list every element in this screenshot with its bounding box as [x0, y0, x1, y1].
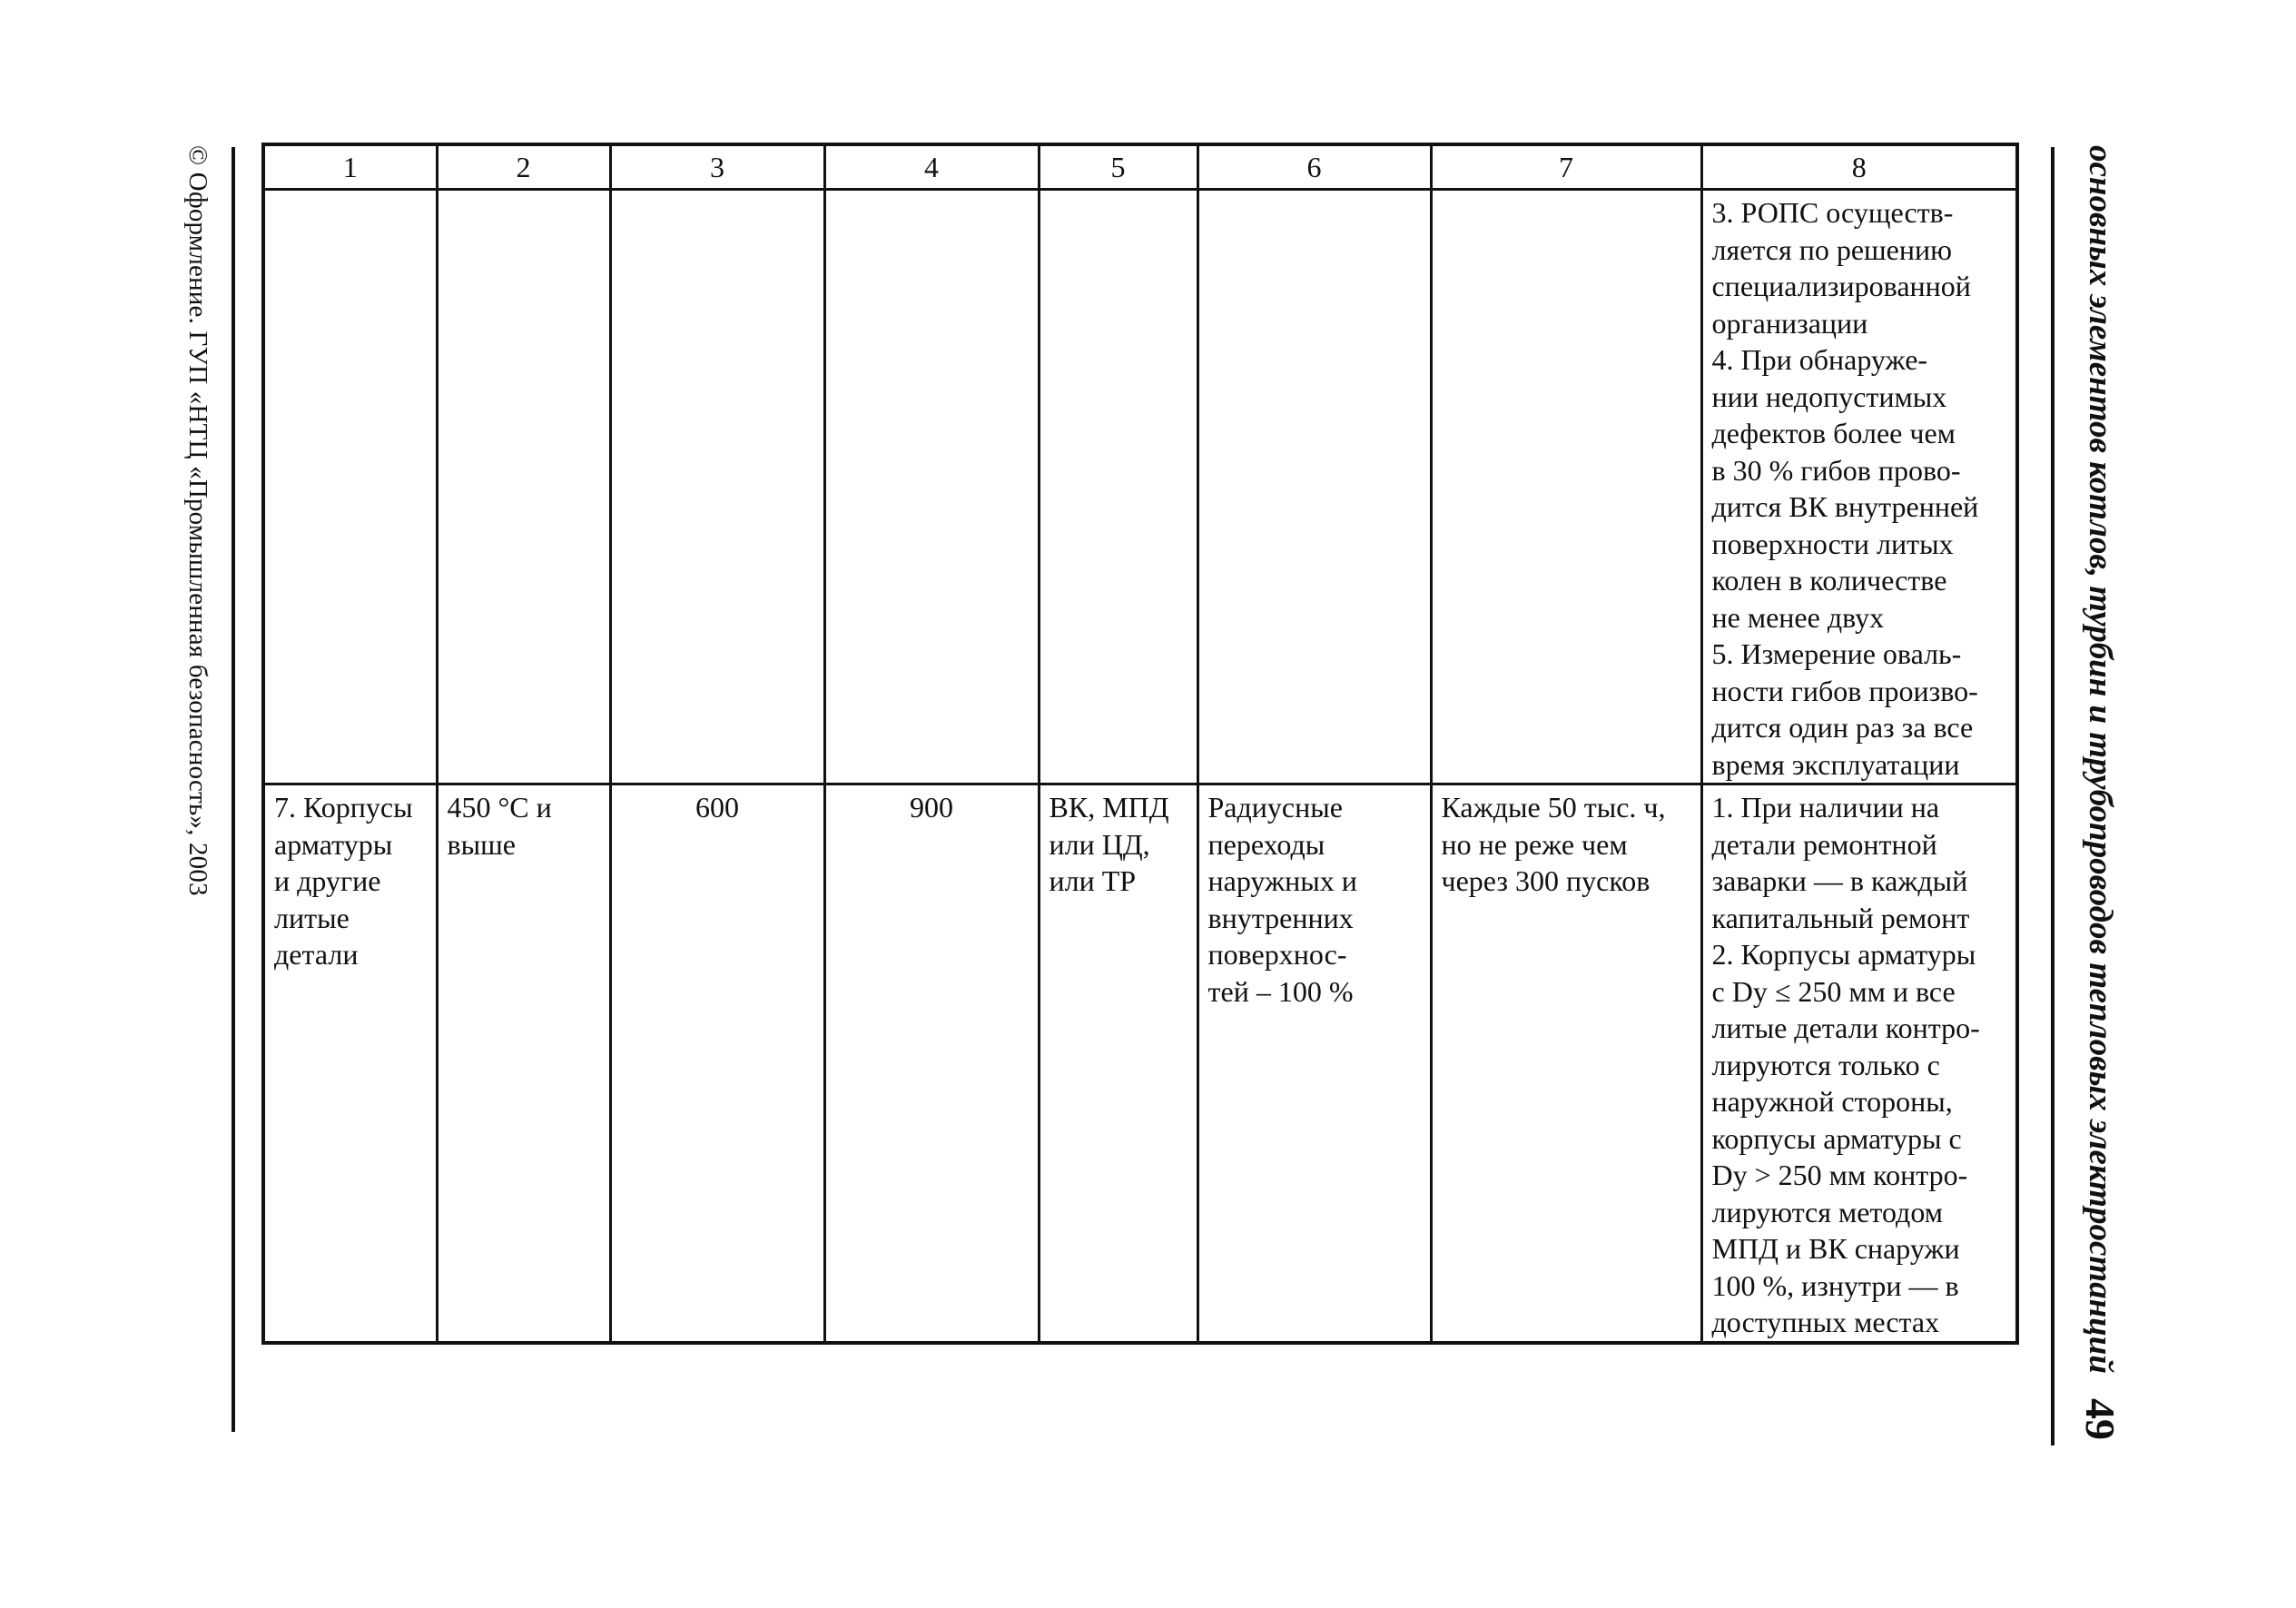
cell-line: 7. Корпусы [274, 791, 413, 824]
running-title: основных элементов котлов, турбин и трубопроводов тепловых электростанций [2082, 145, 2119, 1374]
note-line: доступных местах [1711, 1306, 1940, 1338]
cell-line: переходы [1207, 827, 1325, 861]
left-margin-rule [232, 147, 235, 1432]
element-name-cell [263, 784, 437, 1343]
cell-line: арматуры [274, 827, 393, 861]
note-line: ности гибов произво- [1711, 674, 1978, 707]
notes-cell-continuation [1701, 190, 2017, 784]
cell-line: или ТР [1049, 864, 1137, 897]
header-cell-6: 6 [1197, 144, 1431, 190]
cell-line: тей – 100 % [1207, 974, 1354, 1008]
inspection-table [261, 143, 2019, 1345]
note-line: 3. РОПС осуществ- [1711, 196, 1954, 229]
cell-line: наружных и [1207, 864, 1357, 897]
cell-line: 450 °С и [447, 791, 552, 824]
note-line: лируются методом [1711, 1195, 1943, 1228]
frequency-cell [1431, 784, 1701, 1343]
note-line: не менее двух [1711, 600, 1885, 634]
note-line: в 30 % гибов прово- [1711, 453, 1961, 487]
header-cell-8: 8 [1701, 144, 2017, 190]
empty-cell [610, 190, 824, 784]
note-line: колен в количестве [1711, 564, 1947, 597]
note-line: ляется по решению [1711, 232, 1953, 266]
table-row-7 [263, 784, 2017, 1343]
header-cell-1: 1 [263, 144, 437, 190]
cell-line: детали [274, 938, 359, 971]
cell-line: и другие [274, 864, 381, 897]
note-line: специализированной [1711, 270, 1971, 302]
note-line: детали ремонтной [1711, 827, 1937, 861]
note-line: 5. Измерение оваль- [1711, 637, 1962, 670]
header-cell-2: 2 [437, 144, 610, 190]
value-cell-3: 600 [610, 784, 824, 1343]
note-line: дится один раз за все [1711, 711, 1974, 744]
note-line: литые детали контро- [1711, 1011, 1980, 1044]
cell-line: литые [274, 901, 350, 934]
value-cell-4: 900 [824, 784, 1039, 1343]
note-line: 1. При наличии на [1711, 791, 1940, 824]
empty-cell [263, 190, 437, 784]
scope-cell [1197, 784, 1431, 1343]
empty-cell [824, 190, 1039, 784]
method-cell [1039, 784, 1197, 1343]
cell-line: Каждые 50 тыс. ч, [1441, 791, 1666, 824]
cell-line: но не реже чем [1441, 827, 1628, 861]
note-line: 4. При обнаруже- [1711, 343, 1928, 376]
cell-line: Радиусные [1207, 791, 1343, 824]
note-line: дится ВК внутренней [1711, 490, 1979, 523]
right-margin-rule [2051, 147, 2055, 1445]
header-cell-3: 3 [610, 144, 824, 190]
header-cell-4: 4 [824, 144, 1039, 190]
cell-line: выше [447, 827, 516, 861]
notes-cell-row-7 [1701, 784, 2017, 1343]
note-line: с Dу ≤ 250 мм и все [1711, 974, 1956, 1008]
cell-line: через 300 пусков [1441, 864, 1651, 897]
note-line: дефектов более чем [1711, 417, 1956, 449]
cell-line: ВК, МПД [1049, 791, 1169, 824]
note-line: лируются только с [1711, 1048, 1940, 1081]
header-row [263, 144, 2017, 190]
note-line: организации [1711, 306, 1868, 340]
empty-cell [437, 190, 610, 784]
table-row-continuation [263, 190, 2017, 784]
header-cell-7: 7 [1431, 144, 1701, 190]
empty-cell [1431, 190, 1701, 784]
header-cell-5: 5 [1039, 144, 1197, 190]
note-line: 2. Корпусы арматуры [1711, 938, 1976, 971]
cell-line: поверхнос- [1207, 938, 1347, 971]
note-line: 100 %, изнутри — в [1711, 1268, 1959, 1302]
note-line: заварки — в каждый [1711, 864, 1968, 897]
temperature-cell [437, 784, 610, 1343]
note-line: время эксплуатации [1711, 747, 1960, 781]
empty-cell [1039, 190, 1197, 784]
note-line: наружной стороны, [1711, 1085, 1953, 1118]
note-line: МПД и ВК снаружи [1711, 1232, 1960, 1265]
note-line: корпусы арматуры с [1711, 1121, 1962, 1155]
note-line: Dу > 250 мм контро- [1711, 1159, 1968, 1191]
empty-cell [1197, 190, 1431, 784]
note-line: капитальный ремонт [1711, 901, 1970, 934]
cell-line: или ЦД, [1049, 827, 1150, 861]
note-line: поверхности литых [1711, 527, 1954, 560]
note-line: нии недопустимых [1711, 380, 1947, 413]
copyright-text: © Оформление. ГУП «НТЦ «Промышленная безопасность», 2003 [183, 145, 212, 896]
page-number: 49 [2077, 1398, 2124, 1440]
cell-line: внутренних [1207, 901, 1354, 934]
